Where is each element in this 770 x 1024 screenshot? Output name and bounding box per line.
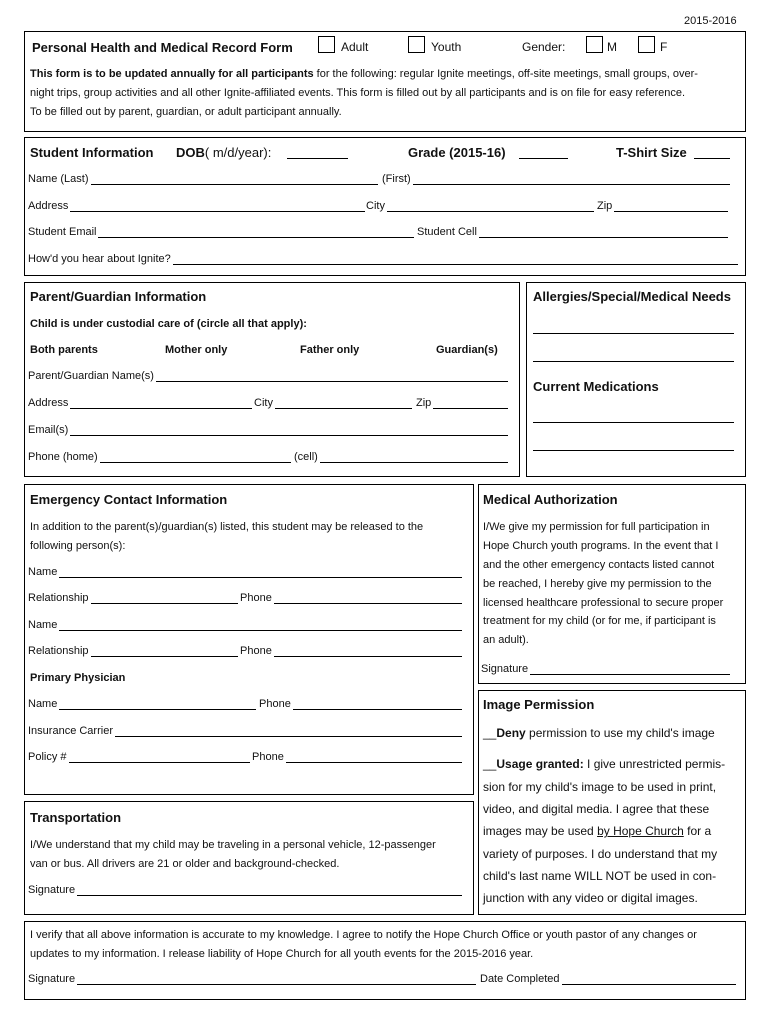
youth-label: Youth bbox=[431, 40, 462, 54]
parent-city-field[interactable]: City bbox=[254, 397, 414, 409]
opt-guardians[interactable]: Guardian(s) bbox=[436, 344, 498, 356]
adult-label: Adult bbox=[341, 40, 369, 54]
youth-checkbox[interactable] bbox=[408, 36, 425, 53]
emergency-intro-1: In addition to the parent(s)/guardian(s) listed, this student may be released to the bbox=[30, 521, 424, 533]
first-name-field[interactable]: (First) bbox=[382, 173, 732, 185]
physician-phone-field[interactable]: Phone bbox=[259, 698, 464, 710]
student-address-field[interactable]: Address bbox=[28, 200, 367, 212]
last-name-field[interactable]: Name (Last) bbox=[28, 173, 380, 185]
image-text-3: sion for my child's image to be used in print, bbox=[483, 780, 717, 794]
medical-text-7: an adult). bbox=[483, 634, 529, 646]
parent-address-field[interactable]: Address bbox=[28, 397, 254, 409]
dob-label: DOB( m/d/year): bbox=[176, 145, 272, 160]
medical-text-1: I/We give my permission for full participation in bbox=[483, 521, 710, 533]
student-zip-field[interactable]: Zip bbox=[597, 200, 730, 212]
form-title: Personal Health and Medical Record Form bbox=[32, 40, 293, 55]
image-text-7: child's last name WILL NOT be used in con- bbox=[483, 869, 717, 883]
gender-m-label: M bbox=[607, 40, 617, 54]
gender-f-label: F bbox=[660, 40, 668, 54]
image-text-5: images may be used by Hope Church for a bbox=[483, 824, 712, 838]
image-text-8: junction with any video or digital images. bbox=[483, 891, 698, 905]
student-heading: Student Information bbox=[30, 145, 154, 160]
opt-father-only[interactable]: Father only bbox=[300, 344, 360, 356]
date-completed-field[interactable]: Date Completed bbox=[480, 973, 738, 985]
medical-text-3: and the other emergency contacts listed cannot bbox=[483, 559, 715, 571]
image-text-6: variety of purposes. I do understand that my bbox=[483, 847, 718, 861]
policy-number-field[interactable]: Policy # bbox=[28, 751, 252, 763]
gender-m-checkbox[interactable] bbox=[586, 36, 603, 53]
image-heading: Image Permission bbox=[483, 697, 595, 712]
parent-zip-field[interactable]: Zip bbox=[416, 397, 510, 409]
emergency-name-1-field[interactable]: Name bbox=[28, 566, 464, 578]
verify-text-1: I verify that all above information is accurate to my knowledge. I agree to notify the Hope Church Office or youth pastor of any changes or bbox=[30, 929, 697, 941]
insurance-carrier-field[interactable]: Insurance Carrier bbox=[28, 725, 464, 737]
usage-granted-option[interactable]: __Usage granted: I give unrestricted permis- bbox=[483, 757, 726, 771]
verify-text-2: updates to my information. I release liability of Hope Church for all youth events for the 2015-2016 year. bbox=[30, 948, 534, 960]
intro-line-2: night trips, group activities and all other Ignite-affiliated events. This form is filled out by all participants and is on file for easy reference. bbox=[30, 87, 686, 99]
tshirt-label: T-Shirt Size bbox=[616, 145, 687, 160]
grade-label: Grade (2015-16) bbox=[408, 145, 506, 160]
emergency-relationship-2-field[interactable]: Relationship bbox=[28, 645, 240, 657]
parent-heading: Parent/Guardian Information bbox=[30, 289, 207, 304]
medications-line-1[interactable] bbox=[533, 422, 734, 423]
parent-email-field[interactable]: Email(s) bbox=[28, 424, 510, 436]
gender-label: Gender: bbox=[522, 40, 566, 54]
parent-names-field[interactable]: Parent/Guardian Name(s) bbox=[28, 370, 510, 382]
transport-text-1: I/We understand that my child may be traveling in a personal vehicle, 12-passenger bbox=[30, 839, 436, 851]
medical-signature-field[interactable]: Signature bbox=[481, 663, 732, 675]
transport-text-2: van or bus. All drivers are 21 or older and background-checked. bbox=[30, 858, 340, 870]
student-city-field[interactable]: City bbox=[366, 200, 596, 212]
medical-text-4: be reached, I hereby give my permission to the bbox=[483, 578, 712, 590]
form-year: 2015-2016 bbox=[684, 15, 737, 27]
emergency-relationship-1-field[interactable]: Relationship bbox=[28, 592, 240, 604]
phone-cell-field[interactable]: (cell) bbox=[294, 451, 510, 463]
heard-about-field[interactable]: How'd you hear about Ignite? bbox=[28, 253, 740, 265]
physician-heading: Primary Physician bbox=[30, 672, 126, 684]
tshirt-field[interactable] bbox=[694, 158, 730, 159]
medical-text-2: Hope Church youth programs. In the event that I bbox=[483, 540, 719, 552]
insurance-phone-field[interactable]: Phone bbox=[252, 751, 464, 763]
verify-signature-field[interactable]: Signature bbox=[28, 973, 478, 985]
phone-home-field[interactable]: Phone (home) bbox=[28, 451, 293, 463]
emergency-intro-2: following person(s): bbox=[30, 540, 126, 552]
grade-field[interactable] bbox=[519, 158, 568, 159]
medical-text-5: licensed healthcare professional to secure proper bbox=[483, 597, 724, 609]
allergies-heading: Allergies/Special/Medical Needs bbox=[533, 289, 731, 304]
dob-field[interactable] bbox=[287, 158, 348, 159]
medications-heading: Current Medications bbox=[533, 379, 659, 394]
opt-mother-only[interactable]: Mother only bbox=[165, 344, 228, 356]
custodial-label: Child is under custodial care of (circle all that apply): bbox=[30, 318, 307, 330]
allergies-line-1[interactable] bbox=[533, 333, 734, 334]
deny-option[interactable]: __Deny permission to use my child's image bbox=[483, 726, 715, 740]
opt-both-parents[interactable]: Both parents bbox=[30, 344, 98, 356]
emergency-name-2-field[interactable]: Name bbox=[28, 619, 464, 631]
adult-checkbox[interactable] bbox=[318, 36, 335, 53]
medical-heading: Medical Authorization bbox=[483, 492, 618, 507]
medications-line-2[interactable] bbox=[533, 450, 734, 451]
allergies-line-2[interactable] bbox=[533, 361, 734, 362]
image-text-4: video, and digital media. I agree that these bbox=[483, 802, 710, 816]
intro-line-3: To be filled out by parent, guardian, or adult participant annually. bbox=[30, 106, 342, 118]
transport-heading: Transportation bbox=[30, 810, 122, 825]
medical-text-6: treatment for my child (or for me, if participant is bbox=[483, 615, 716, 627]
student-email-field[interactable]: Student Email bbox=[28, 226, 416, 238]
emergency-phone-2-field[interactable]: Phone bbox=[240, 645, 464, 657]
physician-name-field[interactable]: Name bbox=[28, 698, 258, 710]
emergency-phone-1-field[interactable]: Phone bbox=[240, 592, 464, 604]
intro-line-1: This form is to be updated annually for all participants for the following: regular Ignite meetings, off-site meetings, small groups, over- bbox=[30, 68, 698, 80]
transport-signature-field[interactable]: Signature bbox=[28, 884, 464, 896]
gender-f-checkbox[interactable] bbox=[638, 36, 655, 53]
emergency-heading: Emergency Contact Information bbox=[30, 492, 228, 507]
student-cell-field[interactable]: Student Cell bbox=[417, 226, 730, 238]
